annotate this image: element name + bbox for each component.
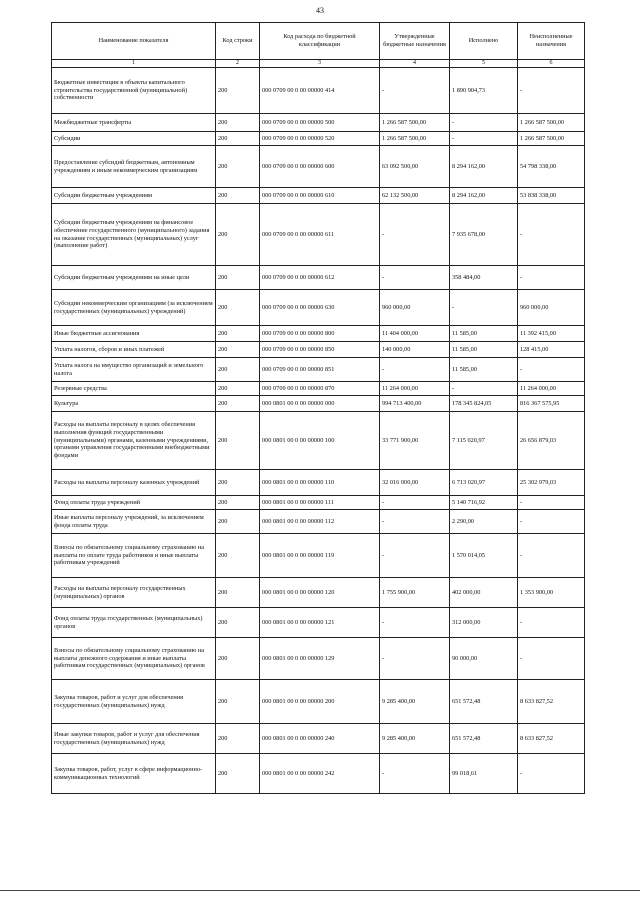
row-name: Иные бюджетные ассигнования [52, 326, 216, 342]
row-kbk: 000 0801 00 0 00 00000 100 [260, 412, 380, 470]
row-kbk: 000 0801 00 0 00 00000 240 [260, 724, 380, 754]
column-number-row [52, 60, 585, 68]
table-body [52, 68, 585, 794]
row-unexecuted: - [518, 510, 585, 534]
row-unexecuted: - [518, 608, 585, 638]
row-kbk: 000 0801 00 0 00 00000 242 [260, 754, 380, 794]
table-row [52, 382, 585, 396]
row-approved: - [380, 266, 450, 290]
row-kbk: 000 0709 00 0 00 00000 600 [260, 146, 380, 188]
row-executed: - [450, 290, 518, 326]
table-row [52, 412, 585, 470]
table-row [52, 680, 585, 724]
row-line-code: 200 [216, 470, 260, 496]
row-approved: - [380, 754, 450, 794]
row-unexecuted: 8 633 827,52 [518, 680, 585, 724]
row-kbk: 000 0709 00 0 00 00000 611 [260, 204, 380, 266]
row-name: Взносы по обязательному социальному страхованию на выплаты по оплате труда работников и иные выплаты работникам учреждений [52, 534, 216, 578]
row-approved: 994 713 400,00 [380, 396, 450, 412]
row-name: Субсидии бюджетным учреждениям [52, 188, 216, 204]
row-unexecuted: - [518, 534, 585, 578]
table-row [52, 724, 585, 754]
row-line-code: 200 [216, 204, 260, 266]
table-row [52, 146, 585, 188]
row-approved: 1 755 900,00 [380, 578, 450, 608]
row-executed: 2 290,00 [450, 510, 518, 534]
row-kbk: 000 0801 00 0 00 00000 112 [260, 510, 380, 534]
row-line-code: 200 [216, 510, 260, 534]
row-name: Предоставление субсидий бюджетным, автономным учреждениям и иным некоммерческим организациям [52, 146, 216, 188]
row-executed: 178 345 824,05 [450, 396, 518, 412]
column-number: 1 [52, 60, 216, 68]
row-approved: - [380, 496, 450, 510]
row-name: Субсидии некоммерческим организациям (за исключением государственных (муниципальных) учреждений) [52, 290, 216, 326]
row-unexecuted: - [518, 68, 585, 114]
row-line-code: 200 [216, 358, 260, 382]
row-line-code: 200 [216, 382, 260, 396]
row-line-code: 200 [216, 326, 260, 342]
row-unexecuted: 26 656 879,03 [518, 412, 585, 470]
row-executed: 8 294 162,00 [450, 146, 518, 188]
row-line-code: 200 [216, 578, 260, 608]
row-unexecuted: 1 266 587 500,00 [518, 132, 585, 146]
row-kbk: 000 0801 00 0 00 00000 120 [260, 578, 380, 608]
row-executed: - [450, 382, 518, 396]
row-line-code: 200 [216, 534, 260, 578]
column-number: 3 [260, 60, 380, 68]
row-unexecuted: 816 367 575,95 [518, 396, 585, 412]
row-line-code: 200 [216, 638, 260, 680]
table-row [52, 754, 585, 794]
row-approved: 1 266 587 500,00 [380, 132, 450, 146]
row-line-code: 200 [216, 412, 260, 470]
row-approved: 62 132 500,00 [380, 188, 450, 204]
column-number: 2 [216, 60, 260, 68]
row-approved: 63 092 500,00 [380, 146, 450, 188]
row-name: Закупка товаров, работ, услуг в сфере информационно-коммуникационных технологий [52, 754, 216, 794]
row-executed: 11 585,00 [450, 326, 518, 342]
row-kbk: 000 0709 00 0 00 00000 850 [260, 342, 380, 358]
row-unexecuted: 960 000,00 [518, 290, 585, 326]
row-line-code: 200 [216, 68, 260, 114]
row-approved: 9 285 400,00 [380, 724, 450, 754]
row-line-code: 200 [216, 188, 260, 204]
row-line-code: 200 [216, 754, 260, 794]
row-name: Взносы по обязательному социальному страхованию на выплаты денежного содержания и иные выплаты работникам государственных (муниципальных) органов [52, 638, 216, 680]
table-row [52, 68, 585, 114]
row-kbk: 000 0709 00 0 00 00000 612 [260, 266, 380, 290]
row-approved: - [380, 204, 450, 266]
row-line-code: 200 [216, 608, 260, 638]
row-name: Иные выплаты персоналу учреждений, за исключением фонда оплаты труда [52, 510, 216, 534]
header-executed: Исполнено [450, 23, 518, 60]
row-name: Иные закупки товаров, работ и услуг для обеспечения государственных (муниципальных) нужд [52, 724, 216, 754]
row-kbk: 000 0801 00 0 00 00000 200 [260, 680, 380, 724]
row-executed: 1 890 904,73 [450, 68, 518, 114]
row-name: Культура [52, 396, 216, 412]
table-row [52, 326, 585, 342]
row-name: Субсидии бюджетным учреждениям на иные цели [52, 266, 216, 290]
row-unexecuted: - [518, 266, 585, 290]
table-row [52, 188, 585, 204]
row-approved: 33 771 900,00 [380, 412, 450, 470]
row-executed: 651 572,48 [450, 680, 518, 724]
row-executed: 312 000,00 [450, 608, 518, 638]
row-unexecuted: 54 798 338,00 [518, 146, 585, 188]
row-executed: 99 018,61 [450, 754, 518, 794]
column-number: 5 [450, 60, 518, 68]
row-unexecuted: 8 633 827,52 [518, 724, 585, 754]
row-unexecuted: - [518, 358, 585, 382]
row-approved: 1 266 587 500,00 [380, 114, 450, 132]
row-line-code: 200 [216, 496, 260, 510]
row-name: Уплата налогов, сборов и иных платежей [52, 342, 216, 358]
row-line-code: 200 [216, 724, 260, 754]
row-executed: 11 585,00 [450, 358, 518, 382]
row-kbk: 000 0801 00 0 00 00000 119 [260, 534, 380, 578]
row-name: Расходы на выплаты персоналу казенных учреждений [52, 470, 216, 496]
row-executed: 7 115 020,97 [450, 412, 518, 470]
row-unexecuted: 1 353 900,00 [518, 578, 585, 608]
row-unexecuted: 53 838 338,00 [518, 188, 585, 204]
row-kbk: 000 0709 00 0 00 00000 800 [260, 326, 380, 342]
row-executed: - [450, 132, 518, 146]
row-name: Фонд оплаты труда государственных (муниципальных) органов [52, 608, 216, 638]
budget-execution-table [51, 22, 585, 794]
row-name: Субсидии бюджетным учреждениям на финансовое обеспечение государственного (муниципального) задания на оказание государственных (муниципальных) услуг (выполнение работ) [52, 204, 216, 266]
table-row [52, 638, 585, 680]
row-executed: 11 585,00 [450, 342, 518, 358]
row-kbk: 000 0709 00 0 00 00000 630 [260, 290, 380, 326]
table-row [52, 496, 585, 510]
row-unexecuted: - [518, 496, 585, 510]
row-approved: 11 404 000,00 [380, 326, 450, 342]
row-line-code: 200 [216, 114, 260, 132]
table-row [52, 534, 585, 578]
row-unexecuted: 11 264 000,00 [518, 382, 585, 396]
table-row [52, 396, 585, 412]
row-name: Закупка товаров, работ и услуг для обеспечения государственных (муниципальных) нужд [52, 680, 216, 724]
row-name: Субсидии [52, 132, 216, 146]
row-kbk: 000 0709 00 0 00 00000 500 [260, 114, 380, 132]
column-number: 6 [518, 60, 585, 68]
row-kbk: 000 0801 00 0 00 00000 129 [260, 638, 380, 680]
row-executed: 1 570 014,05 [450, 534, 518, 578]
row-line-code: 200 [216, 680, 260, 724]
row-approved: - [380, 510, 450, 534]
row-kbk: 000 0801 00 0 00 00000 111 [260, 496, 380, 510]
row-name: Расходы на выплаты персоналу государственных (муниципальных) органов [52, 578, 216, 608]
row-unexecuted: - [518, 204, 585, 266]
row-executed: 6 713 020,97 [450, 470, 518, 496]
row-approved: - [380, 534, 450, 578]
row-unexecuted: 11 392 415,00 [518, 326, 585, 342]
row-approved: 32 016 000,00 [380, 470, 450, 496]
row-executed: 7 935 678,00 [450, 204, 518, 266]
row-name: Фонд оплаты труда учреждений [52, 496, 216, 510]
row-kbk: 000 0709 00 0 00 00000 870 [260, 382, 380, 396]
row-name: Расходы на выплаты персоналу в целях обеспечения выполнения функций государственными (муниципальными) органами, казенными учреждениями, органами управления государственными внебюджетными фондами [52, 412, 216, 470]
row-name: Резервные средства [52, 382, 216, 396]
row-executed: 5 140 716,92 [450, 496, 518, 510]
row-kbk: 000 0709 00 0 00 00000 414 [260, 68, 380, 114]
row-line-code: 200 [216, 266, 260, 290]
row-line-code: 200 [216, 146, 260, 188]
row-line-code: 200 [216, 290, 260, 326]
table-row [52, 132, 585, 146]
column-number: 4 [380, 60, 450, 68]
header-line-code: Код строки [216, 23, 260, 60]
row-executed: 8 294 162,00 [450, 188, 518, 204]
table-row [52, 470, 585, 496]
row-approved: 9 285 400,00 [380, 680, 450, 724]
row-executed: 358 484,00 [450, 266, 518, 290]
row-kbk: 000 0709 00 0 00 00000 851 [260, 358, 380, 382]
row-approved: - [380, 608, 450, 638]
row-executed: - [450, 114, 518, 132]
page-number: 43 [316, 6, 324, 15]
row-approved: - [380, 638, 450, 680]
table-row [52, 266, 585, 290]
row-line-code: 200 [216, 132, 260, 146]
row-kbk: 000 0709 00 0 00 00000 610 [260, 188, 380, 204]
row-executed: 90 000,00 [450, 638, 518, 680]
row-unexecuted: 25 302 979,03 [518, 470, 585, 496]
header-kbk: Код расхода по бюджетной классификации [260, 23, 380, 60]
table-row [52, 204, 585, 266]
row-executed: 402 000,00 [450, 578, 518, 608]
row-approved: - [380, 358, 450, 382]
row-unexecuted: 128 415,00 [518, 342, 585, 358]
row-unexecuted: - [518, 754, 585, 794]
row-name: Уплата налога на имущество организаций и земельного налога [52, 358, 216, 382]
table-row [52, 510, 585, 534]
row-approved: 960 000,00 [380, 290, 450, 326]
row-kbk: 000 0801 00 0 00 00000 000 [260, 396, 380, 412]
bottom-rule [0, 890, 640, 891]
row-unexecuted: 1 266 587 500,00 [518, 114, 585, 132]
header-approved: Утвержденные бюджетные назначения [380, 23, 450, 60]
table-row [52, 578, 585, 608]
row-line-code: 200 [216, 396, 260, 412]
table-row [52, 342, 585, 358]
header-row [52, 23, 585, 60]
row-approved: - [380, 68, 450, 114]
row-approved: 11 264 000,00 [380, 382, 450, 396]
header-name: Наименование показателя [52, 23, 216, 60]
table-row [52, 608, 585, 638]
table-row [52, 114, 585, 132]
row-line-code: 200 [216, 342, 260, 358]
table-row [52, 358, 585, 382]
row-kbk: 000 0801 00 0 00 00000 110 [260, 470, 380, 496]
row-name: Межбюджетные трансферты [52, 114, 216, 132]
row-approved: 140 000,00 [380, 342, 450, 358]
header-unexecuted: Неисполненные назначения [518, 23, 585, 60]
table-row [52, 290, 585, 326]
row-kbk: 000 0709 00 0 00 00000 520 [260, 132, 380, 146]
row-name: Бюджетные инвестиции в объекты капитального строительства государственной (муниципальной) собственности [52, 68, 216, 114]
row-unexecuted: - [518, 638, 585, 680]
row-executed: 651 572,48 [450, 724, 518, 754]
row-kbk: 000 0801 00 0 00 00000 121 [260, 608, 380, 638]
